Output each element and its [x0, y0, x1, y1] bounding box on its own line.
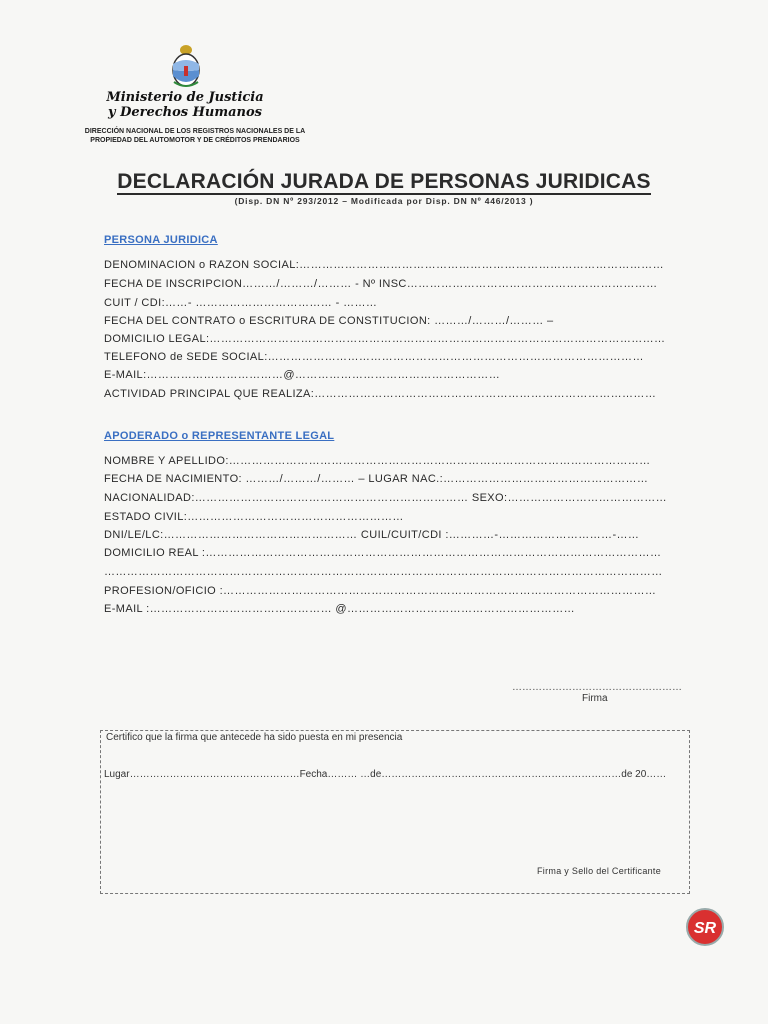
field-domicilio-real: DOMICILIO REAL :…………………………………………………………………………………………………………	[104, 547, 662, 559]
document-subtitle: (Disp. DN Nº 293/2012 – Modificada por Disp. DN Nº 446/2013 )	[234, 196, 534, 206]
direction-name	[60, 127, 330, 145]
national-seal-icon	[168, 42, 204, 90]
field-email-ap: E-MAIL :………………………………………… @……………………………………………………	[104, 603, 576, 615]
certifier-signature-label: Firma y Sello del Certificante	[537, 866, 662, 876]
ministry-line-1: Ministerio de Justicia	[106, 90, 264, 105]
section-apoderado: APODERADO o REPRESENTANTE LEGAL	[104, 430, 335, 442]
sr-logo-icon	[684, 907, 726, 947]
certification-place-date: Lugar……………………………………………Fecha……… …de………………………………………………………………de 20……	[104, 769, 667, 780]
field-email-pj: E-MAIL:………………………………@………………………………………………	[104, 369, 501, 381]
direction-line-1: DIRECCIÓN NACIONAL DE LOS REGISTROS NACIONALES DE LA	[84, 128, 306, 135]
field-domicilio-cont: …………………………………………………………………………………………………………………………………	[104, 566, 663, 578]
field-nacionalidad: NACIONALIDAD:……………………………………………………………… SEXO:……………………………………	[104, 492, 668, 504]
signature-line: ……………………………………………	[512, 682, 682, 693]
ministry-name	[100, 90, 270, 120]
signature-label: Firma	[582, 693, 608, 704]
document-title	[60, 170, 708, 194]
field-actividad: ACTIVIDAD PRINCIPAL QUE REALIZA:………………………………………………………………………………	[104, 388, 657, 400]
field-denominacion: DENOMINACION o RAZON SOCIAL:……………………………………………………………………………………	[104, 259, 664, 271]
certification-text: Certifico que la firma que antecede ha sido puesta en mi presencia	[106, 732, 403, 743]
field-telefono: TELEFONO de SEDE SOCIAL:………………………………………………………………………………………	[104, 351, 644, 363]
field-fecha-contrato: FECHA DEL CONTRATO o ESCRITURA DE CONSTITUCION: ………/………/……… –	[104, 315, 554, 327]
sr-logo-text: SR	[693, 920, 717, 937]
ministry-line-2: y Derechos Humanos	[108, 105, 262, 120]
field-nombre: NOMBRE Y APELLIDO:…………………………………………………………………………………………………	[104, 455, 651, 467]
field-profesion: PROFESION/OFICIO :……………………………………………………………………………………………………	[104, 585, 657, 597]
document-title-text: DECLARACIÓN JURADA DE PERSONAS JURIDICAS	[117, 170, 651, 193]
field-fecha-inscripcion: FECHA DE INSCRIPCION………/………/……… - Nº INSC…………………………………………………………	[104, 278, 658, 290]
field-domicilio-legal: DOMICILIO LEGAL:…………………………………………………………………………………………………………	[104, 333, 666, 345]
field-estado-civil: ESTADO CIVIL:…………………………………………………	[104, 511, 404, 523]
direction-line-2: PROPIEDAD DEL AUTOMOTOR Y DE CRÉDITOS PRENDARIOS	[90, 137, 300, 144]
section-persona-juridica: PERSONA JURIDICA	[104, 234, 218, 246]
field-fecha-nacimiento: FECHA DE NACIMIENTO: ………/………/……… – LUGAR NAC.:………………………………………………	[104, 473, 649, 485]
field-cuit: CUIT / CDI:……- ……………………………… - ………	[104, 297, 378, 309]
field-dni: DNI/LE/LC:…………………………………………… CUIL/CUIT/CDI :…………-…………………………-……	[104, 529, 640, 541]
